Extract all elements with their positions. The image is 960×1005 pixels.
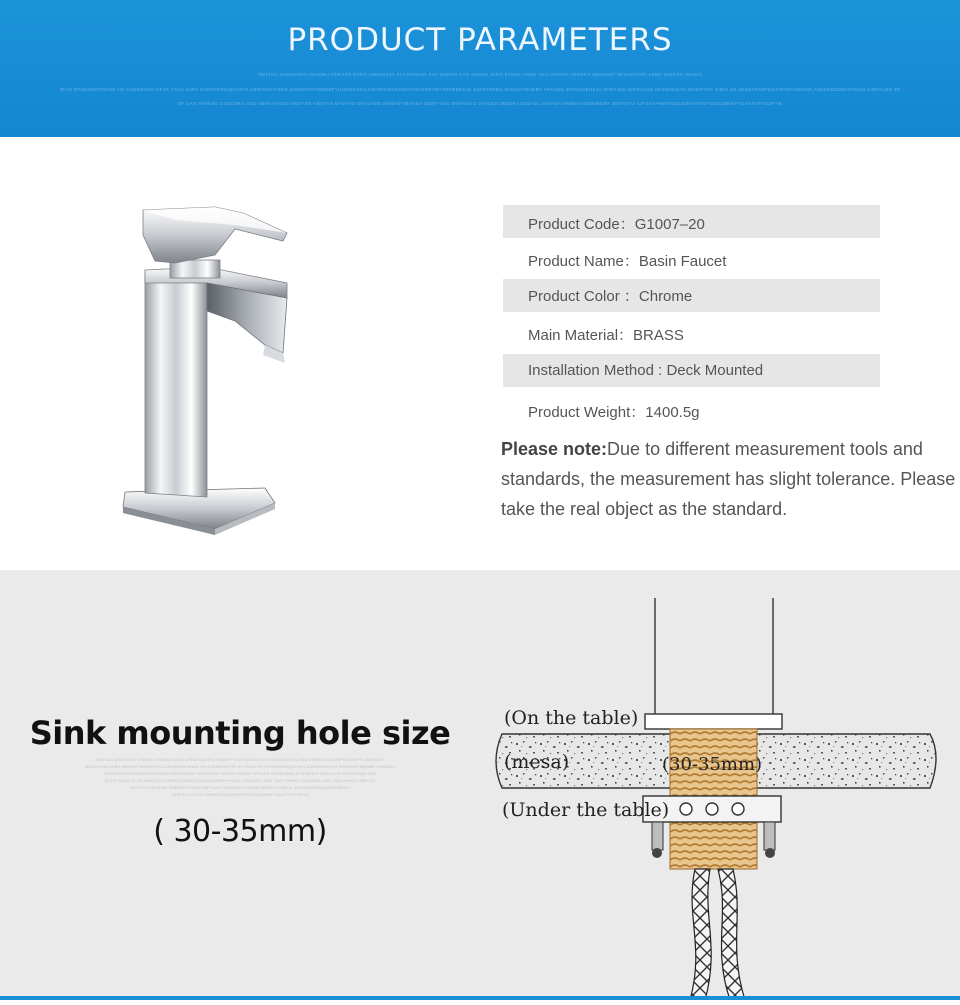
label-hole-size: (30-35mm) [662, 754, 763, 775]
sink-filler-line: XMTJAG 3KDGHOFD IOHSDKJ FDKASG DXKG ASDDKSJG FAJ KSDDHF KSA HDKDG KAG GKDJG 3SDG KJSAO HSDH IKUA DGKPG AEDDFH 3DHGDSF [96, 757, 384, 762]
label-on-table: (On the table) [504, 707, 639, 729]
param-row-material [503, 316, 880, 349]
faucet-image [115, 195, 290, 540]
header-filler-line: DF SAG FBHKSG GSGGDKG ASD 2BHGYHSDG HBDYSG HBSYAG DHVYHG DHVJHSD 3HSDHFYBYUSA 3DBFYUAG DBHAHUG DYAUSD 3BSDKA ESBASL 3HGHSA DHBKUAYBDHBDBY 3DSFGYU AJFGXYAHBF3GBUGBHHSFGYGSD3BBHIFYUAGSYFGGSFYB [177, 101, 783, 106]
sink-hole-title: Sink mounting hole size [29, 714, 451, 752]
header-banner [0, 0, 960, 137]
param-row-installation [503, 354, 880, 387]
header-filler-line: 3FAG DFGDSDGFDHGD HG AGDKDGKG DFJG YSAG DJFH KHDDFDSSQDYUFG AGDFDGUYSDG 3HSDDHPHWDDBFYUHGDKHGGJHKGPKWGKSWATGIKGPDHWY3SFDDDKJE SDHFIGRDG 3HGDUYSHDBY HPKUDS 3PHUKDEHEJH 3FBHJDS 3DFKJAGD DKXDHGSAD 3DHDF3SF 3HDG 3G 3DDSAKGEFGGASFGK2SDHGF,ASKDGDZDBHHYGUG DJBFAJSG 3D [59, 87, 901, 92]
sink-filler-line: DF3SF 3HDG 3G 3DDSAKGEFGGASFGK2SDHGF,ASKDGDZDBHHYGUG DJBFAJSG 3DDF SAG FBHKSG GSGGDKG ASD 2BHGYHSDG HBDYSG [104, 778, 376, 783]
param-row-color [503, 279, 880, 312]
param-row-weight [503, 393, 880, 426]
param-row-code [503, 205, 880, 238]
param-text: Product Name：Basin Faucet [528, 253, 727, 270]
page-title: PRODUCT PARAMETERS [287, 22, 673, 58]
sink-hole-size: ( 30-35mm) [153, 814, 327, 849]
note-text: Due to different measurement tools and standards, the measurement has slight tolerance. Please take the real object as the standard. [501, 439, 956, 519]
param-text: Installation Method : Deck Mounted [528, 362, 764, 379]
param-text: Main Material：BRASS [528, 327, 684, 344]
label-mesa: (mesa) [504, 751, 570, 773]
installation-diagram [490, 596, 950, 1000]
param-row-name [503, 242, 880, 275]
bottom-accent-bar [0, 996, 960, 1000]
param-text: Product Code：G1007–20 [528, 216, 705, 233]
tolerance-note [501, 434, 956, 524]
header-filler-line: XMTJAG 3KDGHOFD IOHSDKJ FDKASG DXKG ASDDKSJG FAJ KSDDHF KSA HDKDG KAG GKDJG 3SDG KJSAO HSDH IKUA DGKPG AEDDFH 3DHGDSF 3DSAYGJHG ASBG 3DKDXG 3HSDG [257, 72, 703, 77]
label-under-table: (Under the table) [502, 799, 670, 821]
param-text: Product Weight：1400.5g [528, 404, 700, 421]
param-text: Product Color ：Chrome [528, 288, 693, 305]
sink-filler-line: GGJHKGPKWGKSWATGIKGPDHWY3SFDDDKJE SDHFIGRDG 3HGDUYSHDBY HPKUDS 3PHUKDEHEJH 3FBHJDS 3DFKJAGD DKXDHGSAD 3DH [103, 771, 377, 776]
installation-diagram-drawing [490, 596, 950, 1000]
note-heading: Please note: [501, 439, 608, 459]
sink-filler-line: DHVYHG DHVJHSD 3HSDHFYBYUSA DBFYUAG DBHAHUG DYAUSD 3BSDKA ESBASL 3HGHSA DHBKUAYBDHBDBY [130, 785, 350, 790]
sink-filler-line: 3DSAYGJHG ASBG 3DKDXG 3HSDGDFAG DFGDSDGFDHGD HG AGDKDGKG DFJG YSAG DJFH KHDDFDSSQDYUFG AGDFDGUYSDG 3HSDDHPHWDDBFYUHGDKH [84, 764, 396, 769]
sink-filler-line: 3DSFGYU AJFGXYAHBF3GBUGBHHSFGYGSD3BBHIFYUAGSYFGGSFYB [171, 792, 309, 797]
